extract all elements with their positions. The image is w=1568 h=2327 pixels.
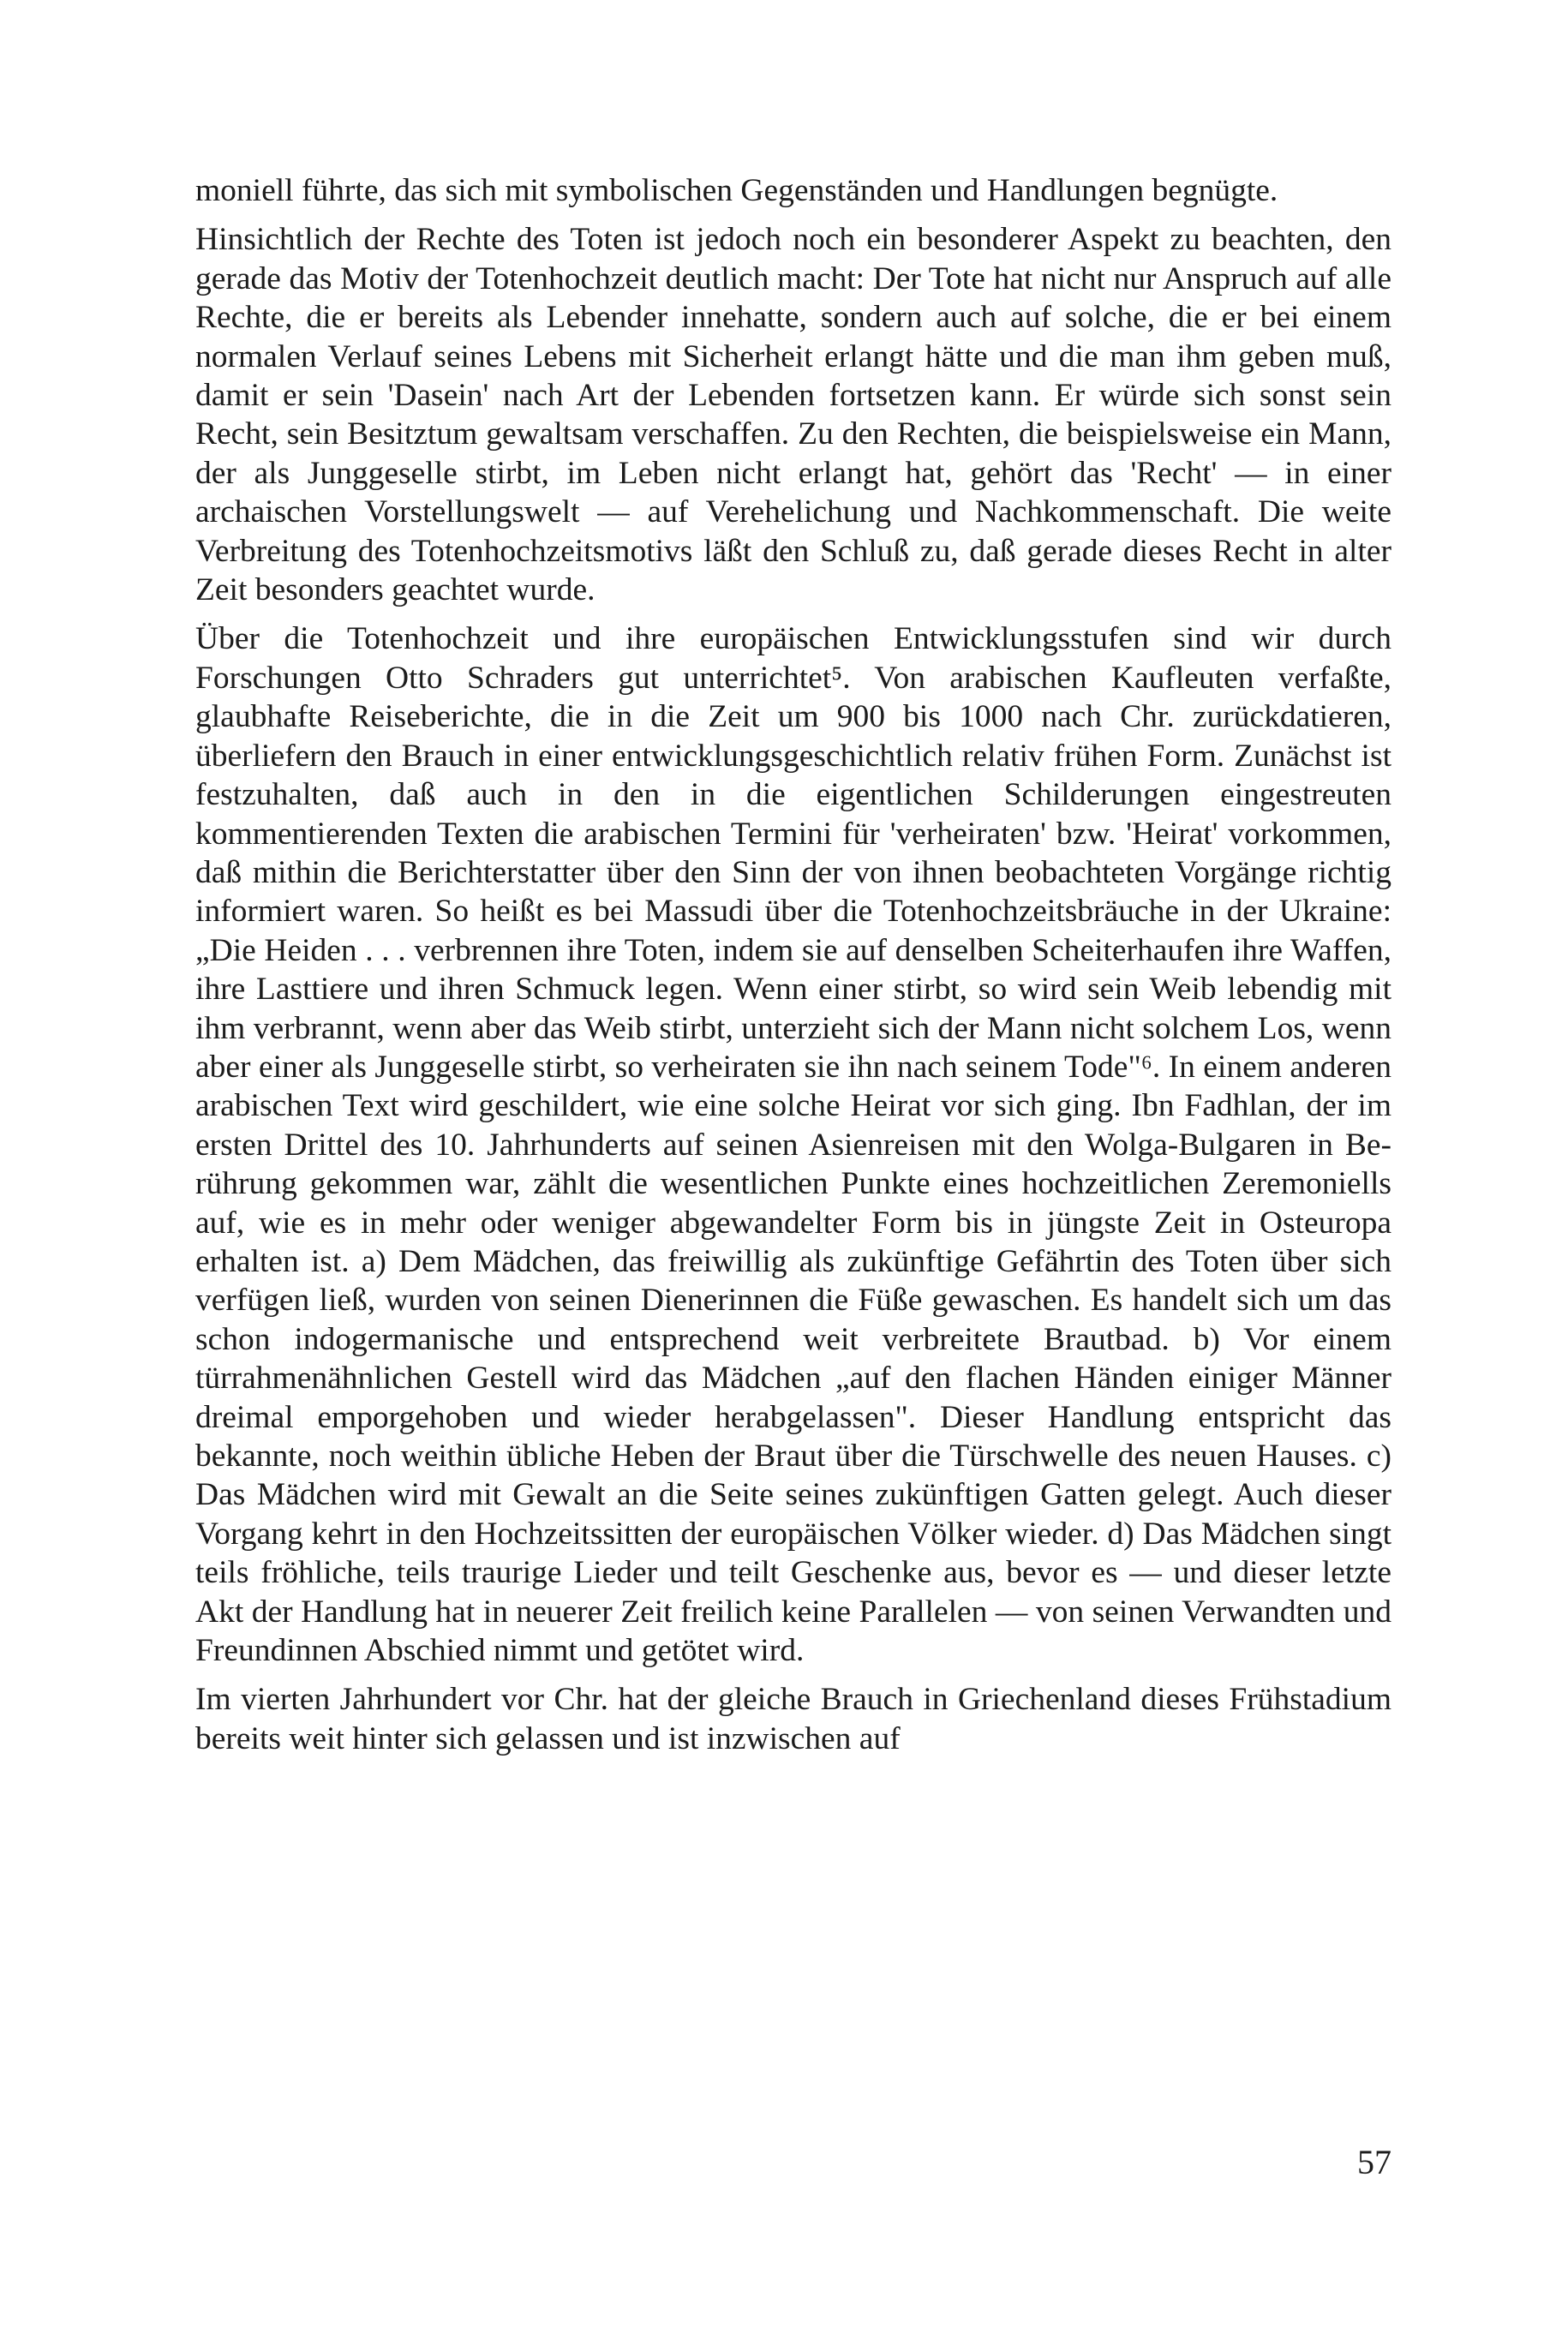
paragraph-2: Hinsichtlich der Rechte des Toten ist jedoch noch ein besonderer Aspekt zu beachten, den gerade das Motiv der Totenhochzeit deutlich macht: Der Tote hat nicht nur Anspruch auf alle Rechte, die er bereits als Lebender innehatte, sondern auch auf solche, die er bei einem normalen Verlauf seines Lebens mit Sicherheit erlangt hätte und die man ihm geben muß, damit er sein 'Dasein' nach Art der Lebenden fortsetzen kann. Er würde sich sonst sein Recht, sein Besitztum gewaltsam verschaffen. Zu den Rechten, die beispielsweise ein Mann, der als Junggeselle stirbt, im Leben nicht erlangt hat, gehört das 'Recht' — in einer archaischen Vorstellungswelt — auf Verehelichung und Nachkommenschaft. Die weite Verbreitung des Totenhochzeitsmotivs läßt den Schluß zu, daß gerade dieses Recht in alter Zeit besonders geachtet wurde. (195, 222, 1391, 608)
paragraph-3: Über die Totenhochzeit und ihre europäischen Entwicklungsstufen sind wir durch Forschungen Otto Schraders gut unterrichtet⁵. Von arabischen Kaufleuten verfaßte, glaubhafte Reiseberichte, die in die Zeit um 900 bis 1000 nach Chr. zurückdatieren, überliefern den Brauch in einer entwicklungsgeschichtlich relativ frühen Form. Zunächst ist festzuhalten, daß auch in den in die eigentlichen Schilderungen eingestreuten kommentierenden Texten die arabischen Termini für 'verheiraten' bzw. 'Heirat' vorkommen, daß mithin die Berichterstatter über den Sinn der von ihnen beobachteten Vorgänge richtig informiert waren. So heißt es bei Massudi über die Totenhochzeitsbräuche in der Ukraine: „Die Heiden . . . verbrennen ihre Toten, indem sie auf denselben Scheiterhaufen ihre Waffen, ihre Lasttiere und ihren Schmuck legen. Wenn einer stirbt, so wird sein Weib lebendig mit ihm verbrannt, wenn aber das Weib stirbt, unterzieht sich der Mann nicht solchem Los, wenn aber einer als Junggeselle stirbt, so verheiraten sie ihn nach seinem Tode"⁶. In einem anderen arabischen Text wird geschildert, wie eine solche Heirat vor sich ging. Ibn Fadhlan, der im ersten Drittel des 10. Jahrhunderts auf seinen Asienreisen mit den Wolga-Bulgaren in Berührung gekommen war, zählt die wesentlichen Punkte eines hochzeitlichen Zeremoniells auf, wie es in mehr oder weniger abgewandelter Form bis in jüngste Zeit in Osteuropa erhalten ist. a) Dem Mädchen, das freiwillig als zukünftige Gefährtin des Toten über sich verfügen ließ, wurden von seinen Dienerinnen die Füße gewaschen. Es handelt sich um das schon indogermanische und entsprechend weit verbreitete Brautbad. b) Vor einem türrahmenähnlichen Gestell wird das Mädchen „auf den flachen Händen einiger Männer dreimal emporgehoben und wieder herabgelassen". Dieser Handlung entspricht das bekannte, noch weithin übliche Heben der Braut über die Türschwelle des neuen Hauses. c) Das Mädchen wird mit Gewalt an die Seite seines zukünftigen Gatten gelegt. Auch dieser Vorgang kehrt in den Hochzeitssitten der europäischen Völker wieder. d) Das Mädchen singt teils fröhliche, teils traurige Lieder und teilt Geschenke aus, bevor es — und dieser letzte Akt der Handlung hat in neuerer Zeit freilich keine Parallelen — von seinen Verwandten und Freundinnen Abschied nimmt und getötet wird. (195, 621, 1391, 1669)
paragraph-4: Im vierten Jahrhundert vor Chr. hat der gleiche Brauch in Griechenland dieses Frühstadium bereits weit hinter sich gelassen und ist inzwischen auf (195, 1682, 1391, 1756)
page-number: 57 (1357, 2143, 1391, 2181)
body-text (195, 171, 1391, 1758)
paragraph-1: moniell führte, das sich mit symbolischen Gegenständen und Handlungen begnügte. (195, 173, 1278, 208)
